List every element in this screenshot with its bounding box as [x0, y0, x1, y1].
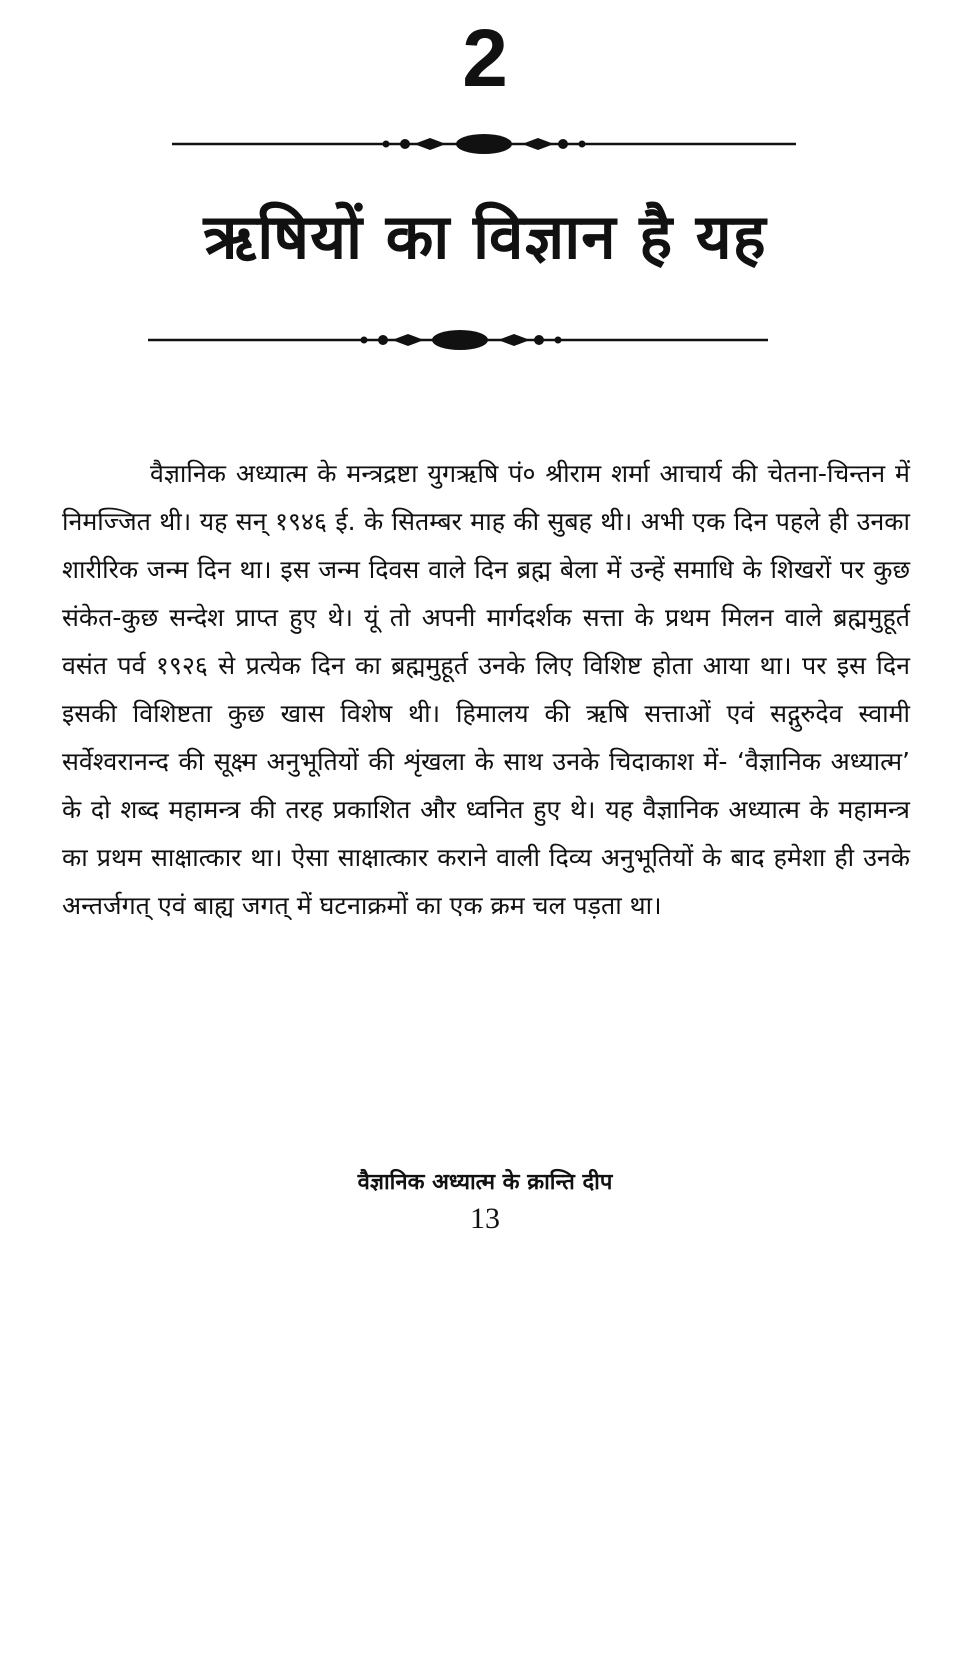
chapter-number: 2	[462, 13, 508, 104]
chapter-title: ऋषियों का विज्ञान है यह	[203, 200, 767, 273]
bottom-ornament-divider	[0, 320, 970, 360]
body-paragraph: वैज्ञानिक अध्यात्म के मन्त्रद्रष्टा युगऋषि पं० श्रीराम शर्मा आचार्य की चेतना-चिन्तन में निमज्जित थी। यह सन् १९४६ ई. के सितम्बर माह की सुबह थी। अभी एक दिन पहले ही उनका शारीरिक जन्म दिन था। इस जन्म दिवस वाले दिन ब्रह्म बेला में उन्हें समाधि के शिखरों पर कुछ संकेत-कुछ सन्देश प्राप्त हुए थे। यूं तो अपनी मार्गदर्शक सत्ता के प्रथम मिलन वाले ब्रह्ममुहूर्त वसंत पर्व १९२६ से प्रत्येक दिन का ब्रह्ममुहूर्त उनके लिए विशिष्ट होता आया था। पर इस दिन इसकी विशिष्टता कुछ खास विशेष थी। हिमालय की ऋषि सत्ताओं एवं सद्गुरुदेव स्वामी सर्वेश्वरानन्द की सूक्ष्म अनुभूतियों की शृंखला के साथ उनके चिदाकाश में- ‘वैज्ञानिक अध्यात्म’ के दो शब्द महामन्त्र की तरह प्रकाशित और ध्वनित हुए थे। यह वैज्ञानिक अध्यात्म के महामन्त्र का प्रथम साक्षात्कार था। ऐसा साक्षात्कार कराने वाली दिव्य अनुभूतियों के बाद हमेशा ही उनके अन्तर्जगत् एवं बाह्य जगत् में घटनाक्रमों का एक क्रम चल पड़ता था।	[62, 459, 910, 920]
footer-book-title: वैज्ञानिक अध्यात्म के क्रान्ति दीप	[357, 1170, 613, 1195]
page-number: 13	[470, 1202, 500, 1235]
top-ornament-divider	[0, 124, 970, 164]
